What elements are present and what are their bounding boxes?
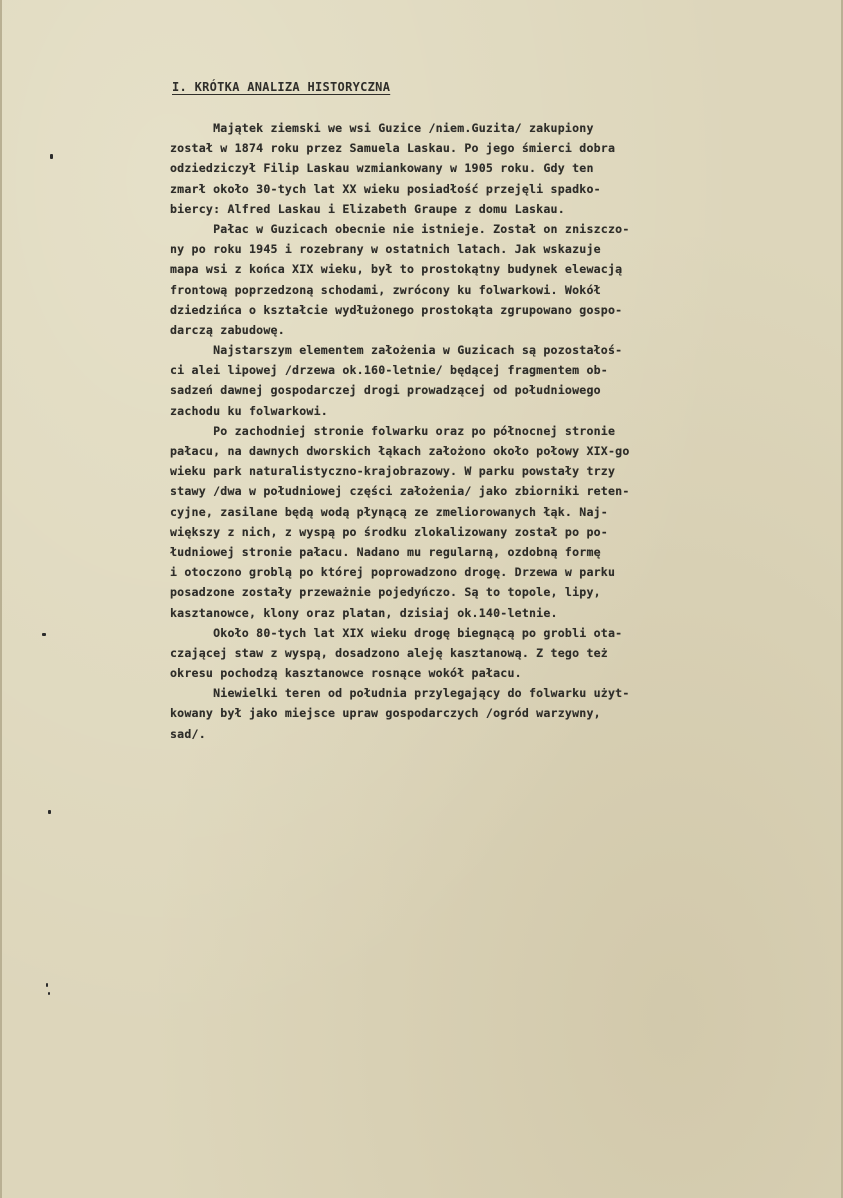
text-line: cyjne, zasilane będą wodą płynącą ze zmeliorowanych łąk. Naj- [170, 504, 608, 519]
hole-punch-mark [50, 154, 53, 159]
text-line: Niewielki teren od południa przylegający do folwarku użyt- [170, 686, 630, 701]
text-line: kowany był jako miejsce upraw gospodarczych /ogród warzywny, [170, 706, 601, 721]
text-line: i otoczono groblą po której poprowadzono drogę. Drzewa w parku [170, 565, 616, 580]
text-line: łudniowej stronie pałacu. Nadano mu regularną, ozdobną formę [170, 544, 601, 559]
text-line: Po zachodniej stronie folwarku oraz po północnej stronie [170, 423, 616, 438]
hole-punch-mark [46, 983, 48, 987]
text-line: odziedziczył Filip Laskau wzmiankowany w 1905 roku. Gdy ten [170, 161, 594, 176]
text-line: ny po roku 1945 i rozebrany w ostatnich latach. Jak wskazuje [170, 242, 601, 257]
text-line: Około 80-tych lat XIX wieku drogę biegnącą po grobli ota- [170, 625, 623, 640]
text-line: darczą zabudowę. [170, 322, 285, 337]
text-line: zmarł około 30-tych lat XX wieku posiadłość przejęli spadko- [170, 181, 601, 196]
text-line: został w 1874 roku przez Samuela Laskau. Po jego śmierci dobra [170, 141, 616, 156]
text-line: Majątek ziemski we wsi Guzice /niem.Guzita/ zakupiony [170, 121, 594, 135]
text-line: Najstarszym elementem założenia w Guzicach są pozostałoś- [170, 343, 623, 358]
text-line: sadzeń dawnej gospodarczej drogi prowadzącej od południowego [170, 383, 601, 398]
text-line: biercy: Alfred Laskau i Elizabeth Graupe z domu Laskau. [170, 201, 565, 216]
hole-punch-mark [48, 810, 51, 814]
text-line: dziedzińca o kształcie wydłużonego prostokąta zgrupowano gospo- [170, 302, 623, 317]
text-line: mapa wsi z końca XIX wieku, był to prostokątny budynek elewacją [170, 262, 623, 277]
hole-punch-mark [48, 992, 50, 995]
section-heading: I. KRÓTKA ANALIZA HISTORYCZNA [172, 80, 391, 94]
text-line: posadzone zostały przeważnie pojedyńczo. Są to topole, lipy, [170, 585, 601, 600]
text-line: czającej staw z wyspą, dosadzono aleję kasztanową. Z tego też [170, 645, 608, 660]
text-line: frontową poprzedzoną schodami, zwrócony ku folwarkowi. Wokół [170, 282, 601, 297]
text-line: ci alei lipowej /drzewa ok.160-letnie/ będącej fragmentem ob- [170, 363, 608, 378]
hole-punch-mark [42, 633, 46, 636]
typewritten-body [170, 118, 826, 744]
text-line: okresu pochodzą kasztanowce rosnące wokół pałacu. [170, 666, 522, 681]
text-line: stawy /dwa w południowej części założenia/ jako zbiorniki reten- [170, 484, 630, 499]
text-line: zachodu ku folwarkowi. [170, 403, 328, 418]
text-line: sad/. [170, 726, 206, 741]
text-line: Pałac w Guzicach obecnie nie istnieje. Został on zniszczo- [170, 221, 630, 236]
text-line: kasztanowce, klony oraz platan, dzisiaj ok.140-letnie. [170, 605, 558, 620]
text-line: większy z nich, z wyspą po środku zlokalizowany został po po- [170, 524, 608, 539]
text-line: pałacu, na dawnych dworskich łąkach założono około połowy XIX-go [170, 444, 630, 458]
text-line: wieku park naturalistyczno-krajobrazowy. W parku powstały trzy [170, 464, 616, 479]
